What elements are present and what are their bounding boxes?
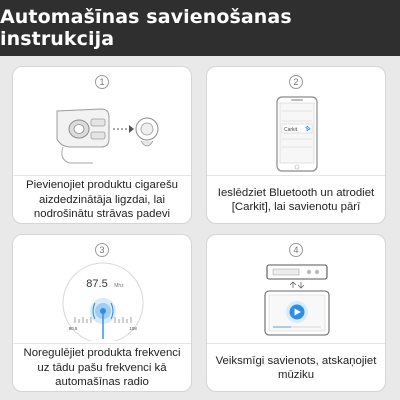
steps-grid: [0, 56, 400, 400]
step-number-2: 2: [289, 75, 303, 89]
radio-scale-right: 108: [129, 326, 137, 331]
phone-bluetooth-icon: [207, 89, 386, 173]
radio-frequency: 87.5: [86, 278, 108, 290]
step-text-2: Ieslēdziet Bluetooth un atrodiet [Carkit], lai savienotu pārī: [217, 186, 375, 213]
step-text-3: Noregulējiet produkta frekvenci uz tādu pašu frekvenci kā automašīnas radio: [23, 347, 181, 389]
step-card-4: [206, 234, 386, 392]
header-banner: [0, 0, 400, 56]
step-number-4: 4: [289, 243, 303, 257]
radio-unit: Mhz: [114, 283, 124, 289]
step-number-1: 1: [95, 75, 109, 89]
step-text-1: Pievienojiet produktu cigarešu aizdedzinātāja ligzdai, lai nodrošinātu strāvas padevi: [26, 179, 178, 221]
step-text-4: Veiksmīgi savienots, atskaņojiet mūziku: [215, 354, 377, 381]
page-title: Automašīnas savienošanas instrukcija: [0, 6, 292, 50]
step-card-1: [12, 66, 192, 224]
step-card-2: [206, 66, 386, 224]
step-number-3: 3: [95, 243, 109, 257]
phone-list-item: Carkit: [284, 127, 298, 133]
music-play-icon: [207, 257, 386, 341]
car-charger-icon: [13, 89, 192, 173]
radio-scale-left: 90.5: [68, 326, 78, 331]
radio-antenna-icon: [13, 257, 192, 341]
step-card-3: [12, 234, 192, 392]
